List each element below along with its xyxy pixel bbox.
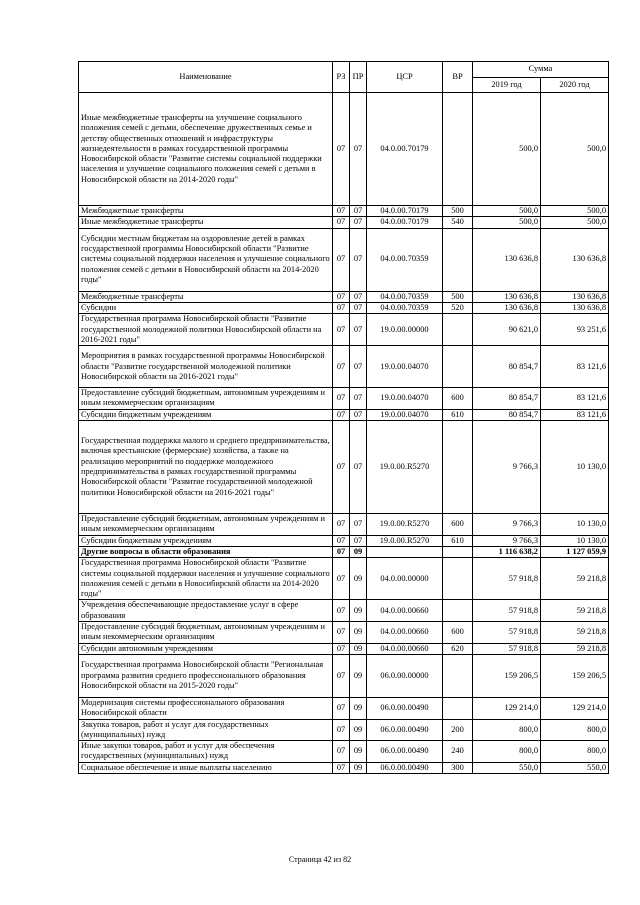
table-body bbox=[79, 93, 609, 774]
row-pr: 09 bbox=[350, 762, 367, 773]
row-name: Субсидии местным бюджетам на оздоровление детей в рамках государственной программы Новосибирской области "Развитие системы социальной поддержки населения и улучшение социального положения семей с детьми в Новосибирской области на 2014-2020 годы" bbox=[79, 228, 333, 291]
row-name: Иные межбюджетные трансферты bbox=[79, 217, 333, 228]
table-row bbox=[79, 228, 609, 291]
row-vr: 620 bbox=[443, 643, 473, 654]
row-name: Государственная программа Новосибирской области "Развитие государственной молодежной политики Новосибирской области на 2016-2021 годы" bbox=[79, 314, 333, 346]
table-row bbox=[79, 314, 609, 346]
row-vr: 610 bbox=[443, 535, 473, 546]
table-row bbox=[79, 600, 609, 622]
row-sum-2020: 159 206,5 bbox=[541, 654, 609, 697]
row-csr: 06.0.00.00490 bbox=[367, 719, 443, 741]
header-csr: ЦСР bbox=[367, 62, 443, 93]
row-sum-2020: 550,0 bbox=[541, 762, 609, 773]
header-rz: РЗ bbox=[333, 62, 350, 93]
row-vr bbox=[443, 314, 473, 346]
row-sum-2020: 500,0 bbox=[541, 206, 609, 217]
row-sum-2020: 500,0 bbox=[541, 217, 609, 228]
header-vr: ВР bbox=[443, 62, 473, 93]
row-sum-2019: 90 621,0 bbox=[473, 314, 541, 346]
row-pr: 07 bbox=[350, 93, 367, 206]
row-vr bbox=[443, 346, 473, 388]
row-pr: 09 bbox=[350, 697, 367, 719]
row-vr: 500 bbox=[443, 291, 473, 302]
row-pr: 07 bbox=[350, 206, 367, 217]
row-sum-2019: 130 636,8 bbox=[473, 302, 541, 313]
row-name: Иные межбюджетные трансферты на улучшение социального положения семей с детьми, обеспечение дружественных семье и детству общественных отношений и инфраструктуры жизнедеятельности в рамках государственной программы Новосибирской области "Развитие системы социальной поддержки населения и улучшение социального положения семей с детьми в Новосибирской области на 2014-2020 годы" bbox=[79, 93, 333, 206]
row-sum-2020: 10 130,0 bbox=[541, 514, 609, 536]
row-name: Субсидии бюджетным учреждениям bbox=[79, 409, 333, 420]
row-pr: 07 bbox=[350, 228, 367, 291]
row-sum-2019: 800,0 bbox=[473, 741, 541, 763]
row-pr: 09 bbox=[350, 600, 367, 622]
row-vr: 540 bbox=[443, 217, 473, 228]
row-csr: 19.0.00.04070 bbox=[367, 346, 443, 388]
row-rz: 07 bbox=[333, 314, 350, 346]
row-csr: 04.0.00.00660 bbox=[367, 622, 443, 644]
table-row bbox=[79, 654, 609, 697]
row-sum-2020: 83 121,6 bbox=[541, 346, 609, 388]
row-rz: 07 bbox=[333, 600, 350, 622]
row-sum-2019: 129 214,0 bbox=[473, 697, 541, 719]
row-vr bbox=[443, 558, 473, 600]
row-sum-2020: 59 218,8 bbox=[541, 643, 609, 654]
row-rz: 07 bbox=[333, 535, 350, 546]
row-pr: 07 bbox=[350, 514, 367, 536]
row-vr: 200 bbox=[443, 719, 473, 741]
header-name: Наименование bbox=[79, 62, 333, 93]
table-row bbox=[79, 206, 609, 217]
row-name: Иные закупки товаров, работ и услуг для обеспечения государственных (муниципальных) нужд bbox=[79, 741, 333, 763]
row-rz: 07 bbox=[333, 558, 350, 600]
row-csr bbox=[367, 546, 443, 557]
table-row bbox=[79, 719, 609, 741]
row-rz: 07 bbox=[333, 217, 350, 228]
row-sum-2020: 130 636,8 bbox=[541, 302, 609, 313]
row-sum-2020: 83 121,6 bbox=[541, 409, 609, 420]
row-pr: 07 bbox=[350, 314, 367, 346]
header-year-2020: 2020 год bbox=[541, 78, 609, 93]
row-name: Социальное обеспечение и иные выплаты населению bbox=[79, 762, 333, 773]
row-csr: 04.0.00.70359 bbox=[367, 228, 443, 291]
row-sum-2020: 129 214,0 bbox=[541, 697, 609, 719]
row-sum-2020: 800,0 bbox=[541, 741, 609, 763]
row-name: Межбюджетные трансферты bbox=[79, 291, 333, 302]
row-sum-2019: 57 918,8 bbox=[473, 643, 541, 654]
row-pr: 09 bbox=[350, 643, 367, 654]
table-row bbox=[79, 741, 609, 763]
row-vr: 500 bbox=[443, 206, 473, 217]
row-csr: 04.0.00.70179 bbox=[367, 206, 443, 217]
row-vr bbox=[443, 600, 473, 622]
row-name: Предоставление субсидий бюджетным, автономным учреждениям и иным некоммерческим организациям bbox=[79, 514, 333, 536]
row-csr: 19.0.00.R5270 bbox=[367, 421, 443, 514]
row-sum-2019: 9 766,3 bbox=[473, 535, 541, 546]
row-name: Межбюджетные трансферты bbox=[79, 206, 333, 217]
row-name: Предоставление субсидий бюджетным, автономным учреждениям и иным некоммерческим организациям bbox=[79, 388, 333, 410]
row-pr: 09 bbox=[350, 622, 367, 644]
row-sum-2020: 10 130,0 bbox=[541, 535, 609, 546]
row-sum-2019: 500,0 bbox=[473, 93, 541, 206]
budget-table bbox=[78, 61, 609, 774]
row-rz: 07 bbox=[333, 622, 350, 644]
row-csr: 04.0.00.70179 bbox=[367, 93, 443, 206]
row-sum-2019: 80 854,7 bbox=[473, 346, 541, 388]
row-csr: 06.0.00.00490 bbox=[367, 697, 443, 719]
row-sum-2020: 800,0 bbox=[541, 719, 609, 741]
row-sum-2019: 130 636,8 bbox=[473, 291, 541, 302]
row-sum-2019: 57 918,8 bbox=[473, 558, 541, 600]
row-rz: 07 bbox=[333, 206, 350, 217]
row-vr: 600 bbox=[443, 388, 473, 410]
table-row bbox=[79, 388, 609, 410]
row-csr: 19.0.00.00000 bbox=[367, 314, 443, 346]
row-pr: 09 bbox=[350, 558, 367, 600]
row-csr: 04.0.00.00000 bbox=[367, 558, 443, 600]
row-pr: 07 bbox=[350, 217, 367, 228]
row-sum-2019: 500,0 bbox=[473, 217, 541, 228]
row-rz: 07 bbox=[333, 719, 350, 741]
row-pr: 07 bbox=[350, 291, 367, 302]
row-rz: 07 bbox=[333, 388, 350, 410]
header-sum: Сумма bbox=[473, 62, 609, 78]
row-sum-2019: 500,0 bbox=[473, 206, 541, 217]
row-vr bbox=[443, 697, 473, 719]
row-sum-2020: 83 121,6 bbox=[541, 388, 609, 410]
row-name: Субсидии автономным учреждениям bbox=[79, 643, 333, 654]
row-name: Предоставление субсидий бюджетным, автономным учреждениям и иным некоммерческим организациям bbox=[79, 622, 333, 644]
table-row bbox=[79, 346, 609, 388]
header-year-2019: 2019 год bbox=[473, 78, 541, 93]
row-csr: 04.0.00.00660 bbox=[367, 643, 443, 654]
row-rz: 07 bbox=[333, 762, 350, 773]
row-sum-2020: 1 127 059,9 bbox=[541, 546, 609, 557]
row-sum-2019: 130 636,8 bbox=[473, 228, 541, 291]
table-header bbox=[79, 62, 609, 93]
row-rz: 07 bbox=[333, 421, 350, 514]
row-sum-2019: 80 854,7 bbox=[473, 388, 541, 410]
row-vr: 240 bbox=[443, 741, 473, 763]
row-csr: 06.0.00.00000 bbox=[367, 654, 443, 697]
row-sum-2020: 59 218,8 bbox=[541, 622, 609, 644]
row-sum-2019: 9 766,3 bbox=[473, 514, 541, 536]
row-sum-2019: 159 206,5 bbox=[473, 654, 541, 697]
row-sum-2019: 57 918,8 bbox=[473, 622, 541, 644]
table-row bbox=[79, 421, 609, 514]
row-pr: 09 bbox=[350, 654, 367, 697]
row-sum-2019: 800,0 bbox=[473, 719, 541, 741]
row-vr bbox=[443, 421, 473, 514]
table-row bbox=[79, 558, 609, 600]
row-rz: 07 bbox=[333, 228, 350, 291]
row-vr: 610 bbox=[443, 409, 473, 420]
table-row bbox=[79, 643, 609, 654]
row-sum-2019: 9 766,3 bbox=[473, 421, 541, 514]
row-csr: 06.0.00.00490 bbox=[367, 762, 443, 773]
row-pr: 07 bbox=[350, 388, 367, 410]
row-pr: 07 bbox=[350, 421, 367, 514]
header-pr: ПР bbox=[350, 62, 367, 93]
row-rz: 07 bbox=[333, 302, 350, 313]
table-row bbox=[79, 622, 609, 644]
row-rz: 07 bbox=[333, 741, 350, 763]
table-row bbox=[79, 546, 609, 557]
row-name: Учреждения обеспечивающие предоставление услуг в сфере образования bbox=[79, 600, 333, 622]
row-vr: 520 bbox=[443, 302, 473, 313]
row-sum-2019: 550,0 bbox=[473, 762, 541, 773]
row-name: Субсидии bbox=[79, 302, 333, 313]
row-csr: 04.0.00.70359 bbox=[367, 291, 443, 302]
row-vr bbox=[443, 546, 473, 557]
row-name: Закупка товаров, работ и услуг для государственных (муниципальных) нужд bbox=[79, 719, 333, 741]
row-name: Мероприятия в рамках государственной программы Новосибирской области "Развитие государственной молодежной политики Новосибирской области на 2016-2021 годы" bbox=[79, 346, 333, 388]
table-row bbox=[79, 217, 609, 228]
row-sum-2020: 130 636,8 bbox=[541, 228, 609, 291]
row-rz: 07 bbox=[333, 654, 350, 697]
row-name: Государственная программа Новосибирской области "Развитие системы социальной поддержки населения и улучшение социального положения семей с детьми в Новосибирской области на 2014-2020 годы" bbox=[79, 558, 333, 600]
row-vr bbox=[443, 93, 473, 206]
row-csr: 19.0.00.R5270 bbox=[367, 535, 443, 546]
row-vr bbox=[443, 228, 473, 291]
row-pr: 09 bbox=[350, 546, 367, 557]
row-sum-2020: 10 130,0 bbox=[541, 421, 609, 514]
row-sum-2020: 59 218,8 bbox=[541, 558, 609, 600]
row-rz: 07 bbox=[333, 643, 350, 654]
table-row bbox=[79, 93, 609, 206]
row-vr: 600 bbox=[443, 622, 473, 644]
row-pr: 07 bbox=[350, 346, 367, 388]
row-name: Государственная программа Новосибирской области "Региональная программа развития среднего профессионального образования Новосибирской области на 2015-2020 годы" bbox=[79, 654, 333, 697]
row-name: Другие вопросы в области образования bbox=[79, 546, 333, 557]
table-row bbox=[79, 291, 609, 302]
row-csr: 04.0.00.70359 bbox=[367, 302, 443, 313]
table-row bbox=[79, 409, 609, 420]
row-rz: 07 bbox=[333, 291, 350, 302]
row-rz: 07 bbox=[333, 697, 350, 719]
row-sum-2019: 1 116 638,2 bbox=[473, 546, 541, 557]
table-row bbox=[79, 302, 609, 313]
row-name: Субсидии бюджетным учреждениям bbox=[79, 535, 333, 546]
row-pr: 09 bbox=[350, 741, 367, 763]
row-pr: 07 bbox=[350, 302, 367, 313]
row-vr: 600 bbox=[443, 514, 473, 536]
table-row bbox=[79, 697, 609, 719]
row-csr: 04.0.00.70179 bbox=[367, 217, 443, 228]
row-sum-2020: 93 251,6 bbox=[541, 314, 609, 346]
row-rz: 07 bbox=[333, 93, 350, 206]
row-csr: 19.0.00.R5270 bbox=[367, 514, 443, 536]
row-sum-2020: 500,0 bbox=[541, 93, 609, 206]
row-vr bbox=[443, 654, 473, 697]
row-csr: 06.0.00.00490 bbox=[367, 741, 443, 763]
row-rz: 07 bbox=[333, 514, 350, 536]
row-pr: 07 bbox=[350, 535, 367, 546]
row-csr: 04.0.00.00660 bbox=[367, 600, 443, 622]
row-name: Государственная поддержка малого и среднего предпринимательства, включая крестьянские (фермерские) хозяйства, а также на реализацию мероприятий по поддержке молодежного предпринимательства в рамках государственной программы Новосибирской области "Развитие государственной молодежной политики Новосибирской области на 2016-2021 годы" bbox=[79, 421, 333, 514]
row-csr: 19.0.00.04070 bbox=[367, 388, 443, 410]
row-vr: 300 bbox=[443, 762, 473, 773]
row-rz: 07 bbox=[333, 409, 350, 420]
row-sum-2019: 80 854,7 bbox=[473, 409, 541, 420]
page-footer: Страница 42 из 82 bbox=[288, 855, 352, 864]
row-name: Модернизация системы профессионального образования Новосибирской области bbox=[79, 697, 333, 719]
table-row bbox=[79, 762, 609, 773]
row-rz: 07 bbox=[333, 346, 350, 388]
row-rz: 07 bbox=[333, 546, 350, 557]
row-pr: 07 bbox=[350, 409, 367, 420]
table-row bbox=[79, 514, 609, 536]
row-csr: 19.0.00.04070 bbox=[367, 409, 443, 420]
table-row bbox=[79, 535, 609, 546]
row-pr: 09 bbox=[350, 719, 367, 741]
row-sum-2020: 130 636,8 bbox=[541, 291, 609, 302]
row-sum-2019: 57 918,8 bbox=[473, 600, 541, 622]
row-sum-2020: 59 218,8 bbox=[541, 600, 609, 622]
